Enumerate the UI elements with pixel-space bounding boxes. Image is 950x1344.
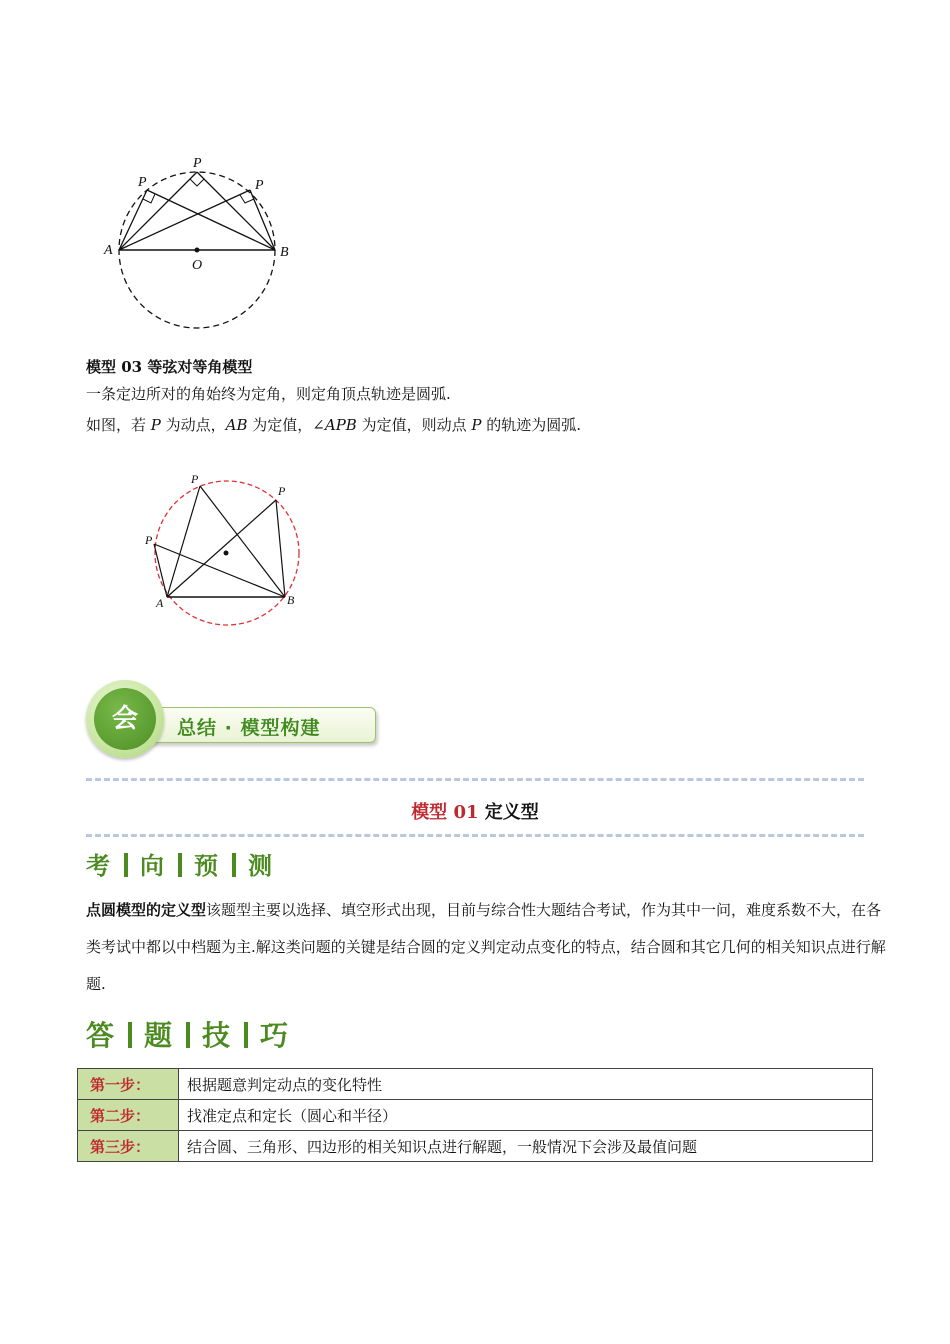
- table-row: [78, 1131, 873, 1162]
- model01-title: 模型 01 定义型: [411, 802, 539, 823]
- summary-banner: [86, 680, 378, 766]
- banner-text: 总结 · 模型构建: [177, 717, 321, 739]
- step-label: 第二步：: [78, 1100, 179, 1131]
- step-label: 第一步：: [78, 1069, 179, 1100]
- model03-line2: 如图，若 P 为动点，AB 为定值，∠APB 为定值，则动点 P 的轨迹为圆弧.: [86, 416, 581, 434]
- label-a: A: [104, 243, 113, 258]
- segment: [276, 500, 285, 597]
- segment: [119, 190, 147, 250]
- forecast-paragraph: 点圆模型的定义型该题型主要以选择、填空形式出现，目前与综合性大题结合考试，作为其中一问，难度系数不大，在各类考试中都以中档题为主.解这类问题的关键是结合圆的定义判定动点变化的特点，结合圆和其它几何的相关知识点进行解题.: [86, 901, 886, 993]
- section-forecast-heading: 考 向 预 测: [86, 852, 274, 880]
- label-a: A: [156, 596, 164, 610]
- table-row: [78, 1100, 873, 1131]
- label-p-right: P: [255, 178, 264, 193]
- model03-heading: 模型 03 等弦对等角模型: [86, 358, 253, 376]
- steps-table: [77, 1068, 873, 1162]
- label-p-top: P: [191, 472, 199, 486]
- center-dot: [224, 551, 229, 556]
- figure-equal-angle-circle: [140, 468, 310, 633]
- step-text: 找准定点和定长（圆心和半径）: [179, 1100, 873, 1131]
- segment: [119, 172, 197, 250]
- banner-badge-char: 会: [94, 688, 156, 750]
- center-dot: [195, 248, 200, 253]
- table-row: [78, 1069, 873, 1100]
- label-b: B: [280, 245, 289, 260]
- segment: [167, 486, 200, 597]
- label-p-left: P: [138, 175, 147, 190]
- label-p-right: P: [278, 484, 286, 498]
- divider-bottom: [86, 834, 864, 837]
- section-tips-heading: 答 题 技 巧: [86, 1019, 291, 1052]
- step-label: 第三步：: [78, 1131, 179, 1162]
- segment: [154, 544, 167, 597]
- right-angle-mark: [190, 179, 204, 186]
- divider-top: [86, 778, 864, 781]
- label-p-left: P: [145, 533, 153, 547]
- banner-bar: [146, 707, 376, 743]
- model03-line1: 一条定边所对的角始终为定角，则定角顶点轨迹是圆弧.: [86, 385, 451, 403]
- label-o: O: [192, 258, 203, 273]
- step-text: 结合圆、三角形、四边形的相关知识点进行解题，一般情况下会涉及最值问题: [179, 1131, 873, 1162]
- figure-right-angle-circle: [100, 150, 300, 335]
- banner-badge: [86, 680, 164, 758]
- label-b: B: [287, 593, 295, 607]
- step-text: 根据题意判定动点的变化特性: [179, 1069, 873, 1100]
- label-p-top: P: [193, 156, 202, 171]
